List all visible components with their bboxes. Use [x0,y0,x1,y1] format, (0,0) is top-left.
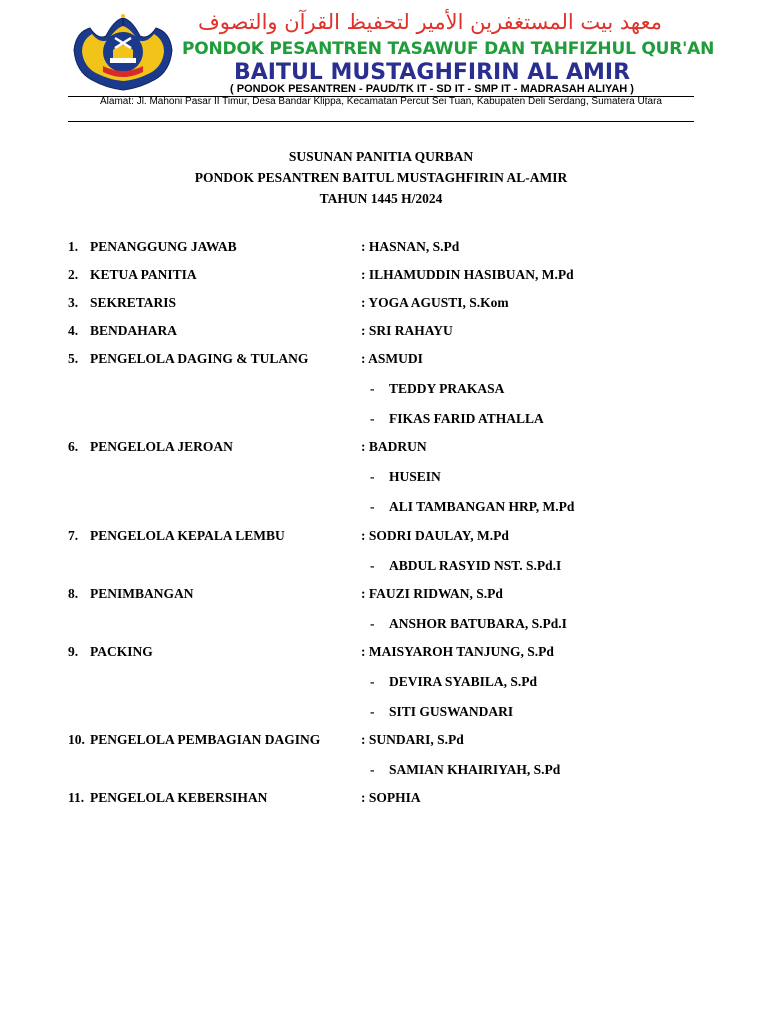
committee-item [0,731,768,749]
item-person: : HASNAN, S.Pd [361,239,460,254]
item-role: BENDAHARA [90,323,178,338]
item-person: : ASMUDI [361,351,423,366]
committee-item [0,322,768,340]
item-number: 9. [68,644,79,659]
member-name: ALI TAMBANGAN HRP, M.Pd [389,499,575,514]
item-role: PENIMBANGAN [90,586,194,601]
committee-member [0,498,768,516]
item-number: 2. [68,267,79,282]
item-person: : BADRUN [361,439,427,454]
item-number: 11. [68,790,85,805]
committee-item [0,643,768,661]
item-role: PENGELOLA JEROAN [90,439,233,454]
member-name: SAMIAN KHAIRIYAH, S.Pd [389,762,561,777]
committee-item [0,238,768,256]
committee-member [0,761,768,779]
member-name: ANSHOR BATUBARA, S.Pd.I [389,616,567,631]
item-number: 7. [68,528,79,543]
committee-item [0,527,768,545]
committee-member [0,557,768,575]
address-line: Alamat: Jl. Mahoni Pasar II Timur, Desa Bandar Klippa, Kecamatan Percut Sei Tuan, Kabupaten Deli Serdang, Sumatera Utara [100,96,662,107]
member-dash: - [370,469,375,484]
member-name: HUSEIN [389,469,441,484]
committee-item [0,266,768,284]
member-dash: - [370,674,375,689]
member-dash: - [370,558,375,573]
item-person: : SOPHIA [361,790,421,805]
item-number: 6. [68,439,79,454]
member-dash: - [370,762,375,777]
item-role: PACKING [90,644,153,659]
committee-member [0,703,768,721]
item-person: : FAUZI RIDWAN, S.Pd [361,586,503,601]
item-number: 8. [68,586,79,601]
member-name: TEDDY PRAKASA [389,381,505,396]
item-number: 10. [68,732,85,747]
member-dash: - [370,704,375,719]
committee-item [0,585,768,603]
document-year: TAHUN 1445 H/2024 [319,191,443,206]
member-name: ABDUL RASYID NST. S.Pd.I [389,558,562,573]
committee-item [0,789,768,807]
item-number: 1. [68,239,79,254]
member-dash: - [370,616,375,631]
item-number: 5. [68,351,79,366]
member-dash: - [370,381,375,396]
item-person: : SODRI DAULAY, M.Pd [361,528,509,543]
letterhead [0,0,768,125]
document-title: SUSUNAN PANITIA QURBAN [288,149,474,164]
item-number: 4. [68,323,79,338]
item-person: : MAISYAROH TANJUNG, S.Pd [361,644,554,659]
item-role: PENGELOLA PEMBAGIAN DAGING [90,732,321,747]
member-name: SITI GUSWANDARI [389,704,514,719]
school-emblem-logo [70,10,176,94]
item-number: 3. [68,295,79,310]
member-dash: - [370,499,375,514]
item-person: : SUNDARI, S.Pd [361,732,464,747]
item-role: PENGELOLA KEBERSIHAN [90,790,268,805]
item-role: PENGELOLA KEPALA LEMBU [90,528,285,543]
committee-member [0,380,768,398]
item-role: KETUA PANITIA [90,267,197,282]
organization-type: PONDOK PESANTREN TASAWUF DAN TAHFIZHUL QUR'AN [182,39,715,59]
committee-member [0,410,768,428]
item-person: : YOGA AGUSTI, S.Kom [361,295,509,310]
item-person: : ILHAMUDDIN HASIBUAN, M.Pd [361,267,574,282]
committee-item [0,294,768,312]
organization-name: BAITUL MUSTAGHFIRIN AL AMIR [233,60,631,85]
member-dash: - [370,411,375,426]
member-name: FIKAS FARID ATHALLA [389,411,544,426]
committee-member [0,673,768,691]
committee-member [0,615,768,633]
committee-item [0,350,768,368]
member-name: DEVIRA SYABILA, S.Pd [389,674,538,689]
education-units: ( PONDOK PESANTREN - PAUD/TK IT - SD IT - SMP IT - MADRASAH ALIYAH ) [230,83,634,95]
item-person: : SRI RAHAYU [361,323,453,338]
committee-member [0,468,768,486]
arabic-institution-name: معهد بيت المستغفرين الأمير لتحفيظ القرآن والتصوف [198,10,662,34]
item-role: PENANGGUNG JAWAB [90,239,237,254]
letterhead-divider-bottom [68,121,694,122]
item-role: SEKRETARIS [90,295,177,310]
document-subtitle: PONDOK PESANTREN BAITUL MUSTAGHFIRIN AL-AMIR [194,170,568,185]
item-role: PENGELOLA DAGING & TULANG [90,351,309,366]
committee-item [0,438,768,456]
